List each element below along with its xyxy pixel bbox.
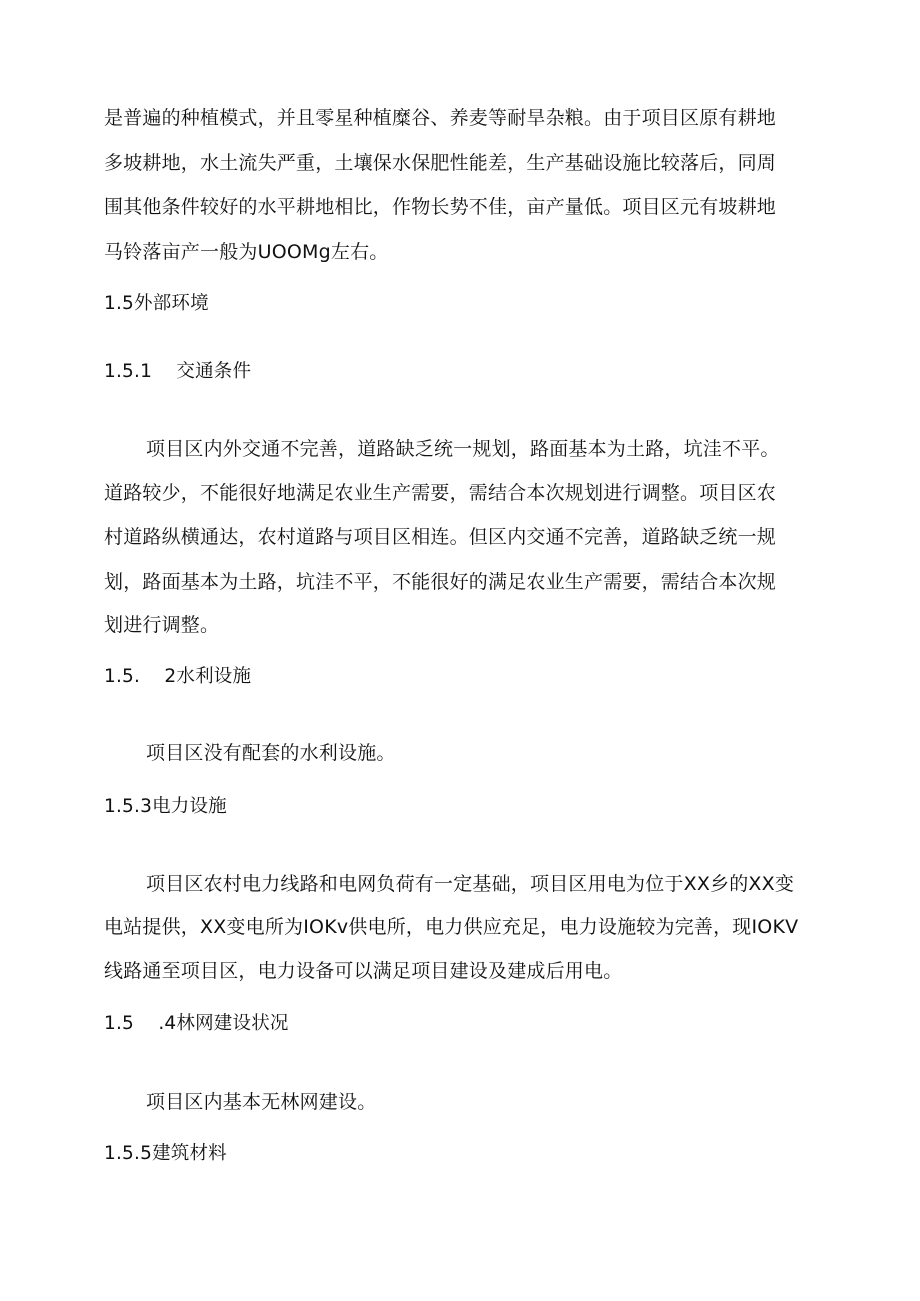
forest-line-1: 项目区内基本无林网建设。 xyxy=(146,1091,377,1113)
traffic-line-4: 划，路面基本为土路，坑洼不平，不能很好的满足农业生产需要，需结合本次规 xyxy=(104,571,777,593)
heading-1-5-1: 1.5.1 交通条件 xyxy=(104,361,252,382)
intro-line-4: 马铃落亩产一般为UOOMg左右。 xyxy=(104,241,389,263)
heading-1-5-3: 1.5.3电力设施 xyxy=(104,796,227,817)
traffic-line-3: 村道路纵横通达，农村道路与项目区相连。但区内交通不完善，道路缺乏统一规 xyxy=(104,526,777,548)
heading-1-5-2: 1.5. 2水利设施 xyxy=(104,666,252,687)
power-line-2: 电站提供，XX变电所为IOKv供电所，电力供应充足，电力设施较为完善，现IOKV xyxy=(104,916,799,938)
traffic-line-5: 划进行调整。 xyxy=(104,614,220,636)
intro-line-2: 多坡耕地，水土流失严重，土壤保水保肥性能差，生产基础设施比较落后，同周 xyxy=(104,152,777,174)
traffic-line-1: 项目区内外交通不完善，道路缺乏统一规划，路面基本为土路，坑洼不平。 xyxy=(146,438,780,460)
heading-1-5-4: 1.5 .4林网建设状况 xyxy=(104,1013,289,1034)
traffic-line-2: 道路较少，不能很好地满足农业生产需要，需结合本次规划进行调整。项目区农 xyxy=(104,482,777,504)
power-line-1: 项目区农村电力线路和电网负荷有一定基础，项目区用电为位于XX乡的XX变 xyxy=(146,873,795,895)
heading-1-5-5: 1.5.5建筑材料 xyxy=(104,1143,227,1164)
power-line-3: 线路通至项目区，电力设备可以满足项目建设及建成后用电。 xyxy=(104,960,623,982)
heading-1-5: 1.5外部环境 xyxy=(104,293,209,314)
intro-line-3: 围其他条件较好的水平耕地相比，作物长势不佳，亩产量低。项目区元有坡耕地 xyxy=(104,196,777,218)
water-line-1: 项目区没有配套的水利设施。 xyxy=(146,742,396,764)
intro-line-1: 是普遍的种植模式，并且零星种植糜谷、养麦等耐旱杂粮。由于项目区原有耕地 xyxy=(104,107,777,129)
